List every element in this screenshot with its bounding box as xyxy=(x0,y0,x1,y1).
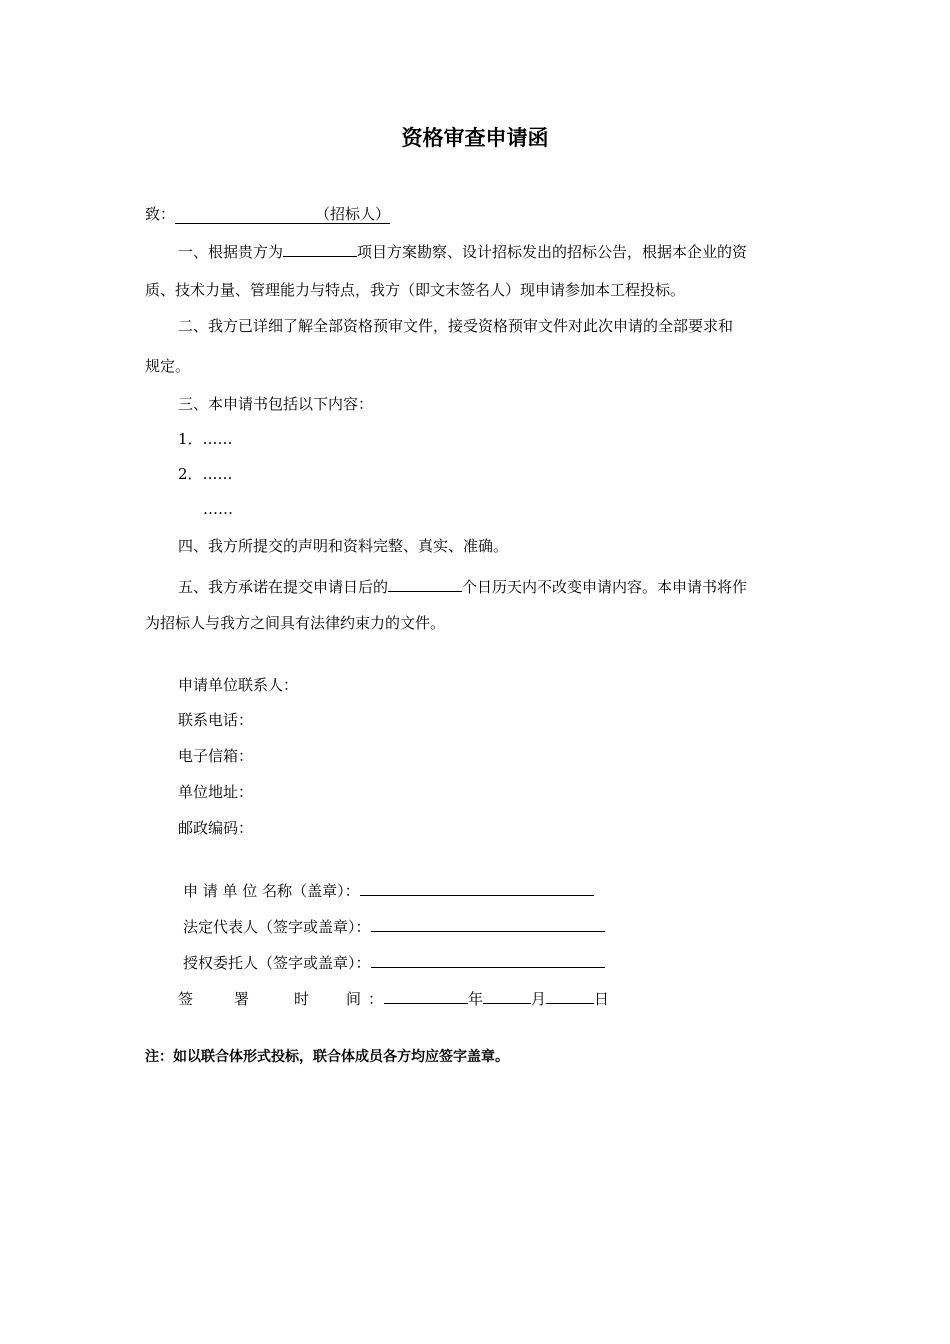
list-item-1: 1．…… xyxy=(178,430,233,448)
sign-unit-name-line xyxy=(183,878,594,901)
p5-text-b: 个日历天内不改变申请内容。本申请书将作 xyxy=(462,578,748,596)
sign-authorized-line xyxy=(183,950,605,973)
sign-legal-rep-label: 法定代表人（签字或盖章）： xyxy=(183,918,371,936)
unit-name-blank xyxy=(360,878,594,896)
sign-time-char-2: 署 xyxy=(234,990,250,1008)
day-blank xyxy=(546,986,594,1004)
p1-text-b: 项目方案勘察、设计招标发出的招标公告，根据本企业的资 xyxy=(357,243,748,261)
legal-rep-blank xyxy=(371,914,605,932)
paragraph-5-line-1 xyxy=(178,574,747,597)
sign-authorized-label: 授权委托人（签字或盖章）： xyxy=(183,954,371,972)
sign-time-char-3: 时 xyxy=(294,990,310,1008)
year-blank xyxy=(384,986,468,1004)
authorized-blank xyxy=(371,950,605,968)
sign-legal-rep-line xyxy=(183,914,605,937)
day-label: 日 xyxy=(594,990,610,1008)
project-name-blank xyxy=(283,239,357,257)
p5-text-a: 五、我方承诺在提交申请日后的 xyxy=(178,578,389,596)
recipient-blank xyxy=(175,202,315,219)
paragraph-5-line-2: 为招标人与我方之间具有法律约束力的文件。 xyxy=(145,614,446,632)
addressee-prefix: 致： xyxy=(145,205,176,223)
addressee-line xyxy=(145,202,390,224)
contact-email-label: 电子信箱： xyxy=(178,747,254,765)
p1-text-a: 一、根据贵方为 xyxy=(178,243,284,261)
paragraph-1-line-2: 质、技术力量、管理能力与特点，我方（即文末签名人）现申请参加本工程投标。 xyxy=(145,281,686,299)
year-label: 年 xyxy=(468,990,484,1008)
list-item-ellipsis: …… xyxy=(203,500,233,518)
list-item-2: 2．…… xyxy=(178,465,233,483)
month-label: 月 xyxy=(531,990,547,1008)
sign-time-char-4: 间 xyxy=(346,990,362,1008)
paragraph-4: 四、我方所提交的声明和资料完整、真实、准确。 xyxy=(178,537,509,555)
paragraph-1-line-1 xyxy=(178,239,747,262)
contact-postcode-label: 邮政编码： xyxy=(178,819,254,837)
contact-phone-label: 联系电话： xyxy=(178,711,254,729)
addressee-blank xyxy=(175,205,390,224)
document-title: 资格审查申请函 xyxy=(401,126,549,150)
sign-time-char-5: ： xyxy=(368,990,384,1008)
sign-time-char-1: 签 xyxy=(178,990,194,1008)
paragraph-3: 三、本申请书包括以下内容： xyxy=(178,395,374,413)
contact-person-label: 申请单位联系人： xyxy=(178,676,299,694)
contact-address-label: 单位地址： xyxy=(178,783,254,801)
sign-time-line xyxy=(178,986,609,1009)
footnote: 注：如以联合体形式投标，联合体成员各方均应签字盖章。 xyxy=(145,1049,509,1065)
addressee-recipient: （招标人） xyxy=(315,205,391,223)
sign-unit-name-label: 申 请 单 位 名称（盖章）： xyxy=(183,882,360,900)
month-blank xyxy=(483,986,531,1004)
paragraph-2-line-2: 规定。 xyxy=(145,357,191,375)
paragraph-2-line-1: 二、我方已详细了解全部资格预审文件，接受资格预审文件对此次申请的全部要求和 xyxy=(178,317,734,335)
days-blank xyxy=(388,574,462,592)
